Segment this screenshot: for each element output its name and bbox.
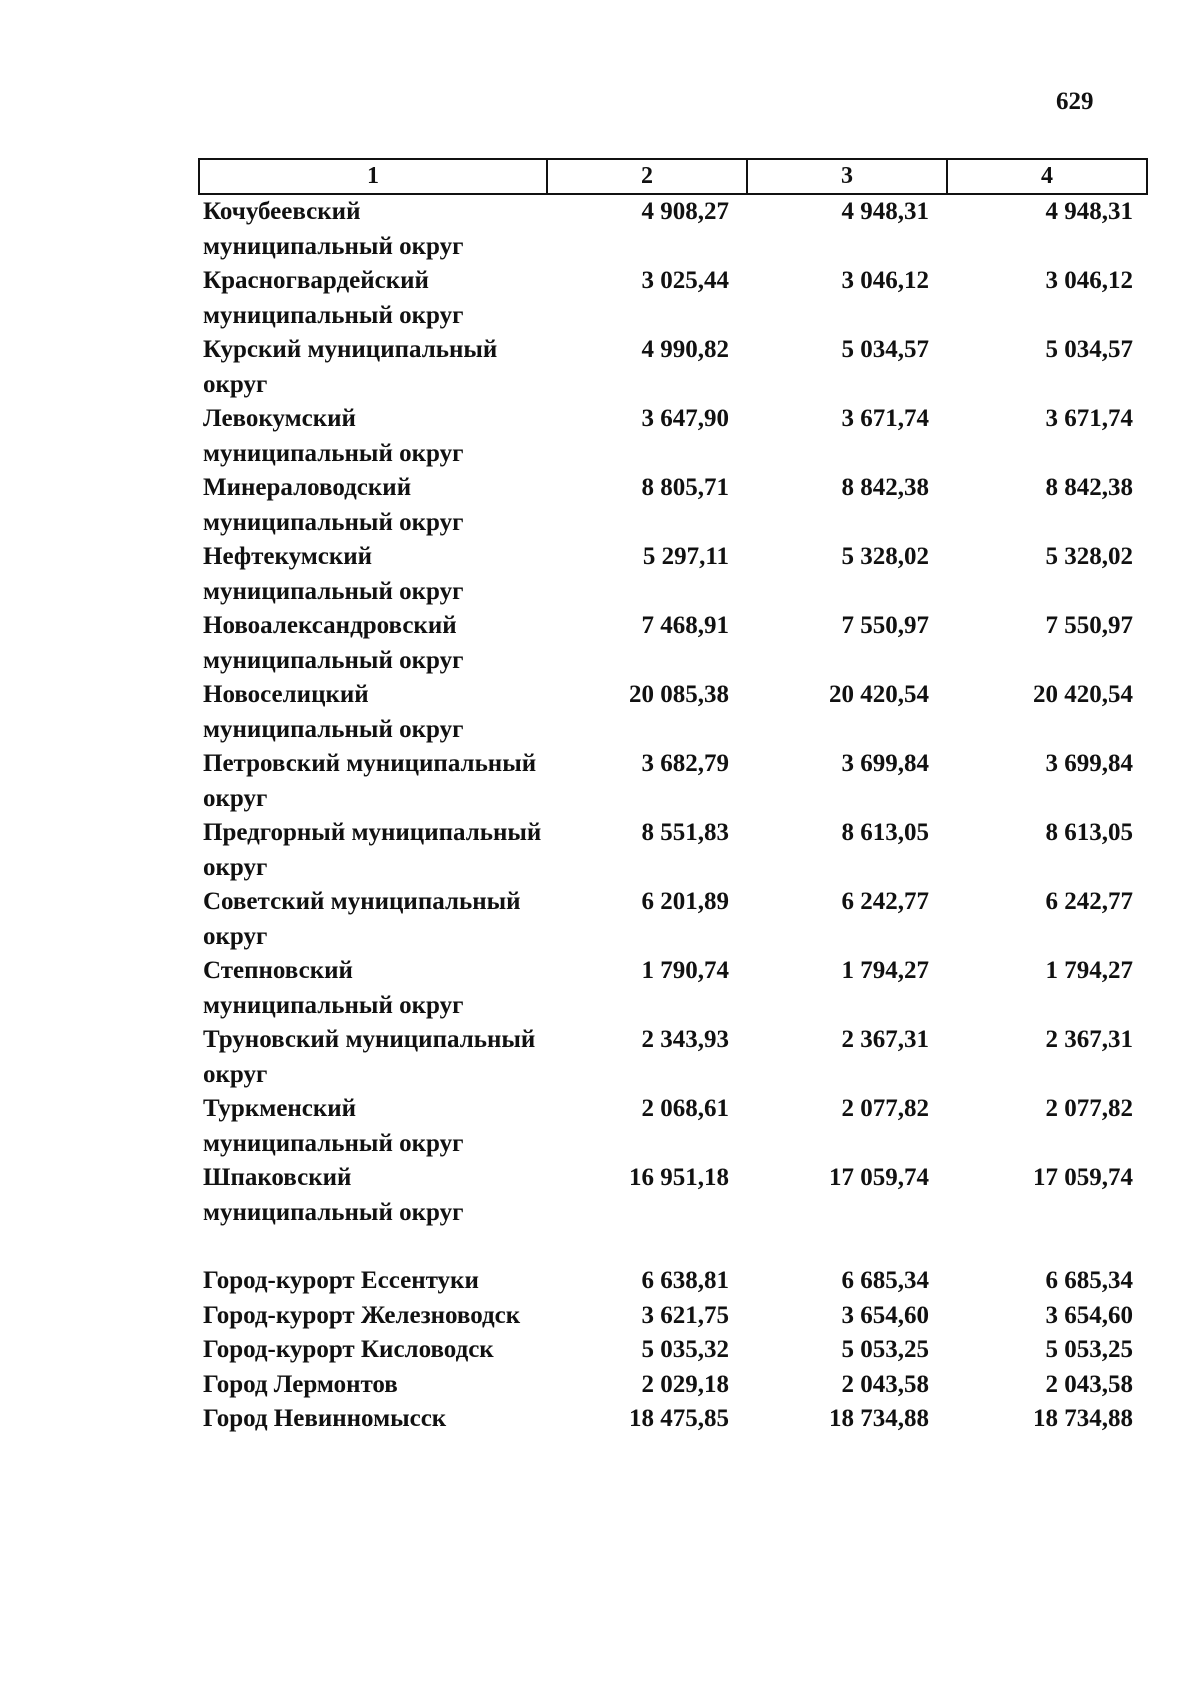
row-value-col2: 18 475,85 [629,1405,729,1432]
row-value-col2: 3 647,90 [641,405,729,432]
row-value-col3: 5 328,02 [841,543,929,570]
row-name: Туркменский муниципальный округ [203,1095,464,1157]
row-value-col3: 4 948,31 [841,198,929,225]
row-value-col4: 4 948,31 [1045,198,1133,225]
row-value-col2: 7 468,91 [641,612,729,639]
row-value-col4: 2 043,58 [1045,1370,1133,1398]
table-row [199,747,1147,816]
row-value-col3: 8 613,05 [841,819,929,846]
row-value-col3: 2 077,82 [841,1095,929,1122]
table-row [199,816,1147,885]
column-header-1: 1 [199,159,547,194]
table-row [199,471,1147,540]
row-value-col4: 18 734,88 [1033,1405,1133,1432]
row-value-col2: 3 621,75 [641,1301,729,1329]
row-value-col3: 5 053,25 [841,1336,929,1363]
row-value-col4: 1 794,27 [1045,957,1133,984]
table-row [199,1299,1147,1334]
row-value-col4: 8 613,05 [1045,819,1133,846]
row-value-col4: 3 671,74 [1045,405,1133,432]
row-name: Кочубеевский муниципальный округ [203,198,464,260]
row-name: Советский муниципальный округ [203,888,521,950]
row-value-col3: 2 367,31 [841,1026,929,1053]
row-value-col4: 5 034,57 [1045,336,1133,363]
row-value-col4: 17 059,74 [1033,1164,1133,1191]
row-name: Левокумский муниципальный округ [203,405,464,467]
row-value-col4: 5 053,25 [1045,1336,1133,1363]
column-header-2: 2 [547,159,747,194]
row-value-col4: 2 367,31 [1045,1026,1133,1053]
row-value-col3: 1 794,27 [841,957,929,984]
row-value-col3: 3 654,60 [841,1301,929,1329]
row-name: Петровский муниципальный округ [203,750,537,812]
row-value-col3: 3 699,84 [841,750,929,777]
row-value-col3: 2 043,58 [841,1370,929,1398]
row-name: Труновский муниципальный округ [203,1026,536,1088]
table-row [199,1333,1147,1368]
row-value-col2: 6 201,89 [641,888,729,915]
row-name: Шпаковский муниципальный округ [203,1164,464,1226]
group-spacer-cell [199,1230,1147,1264]
row-value-col2: 2 343,93 [641,1026,729,1053]
row-value-col2: 3 025,44 [641,267,729,294]
row-name: Нефтекумский муниципальный округ [203,543,464,605]
header-row [199,159,1147,194]
row-value-col3: 17 059,74 [829,1164,929,1191]
row-name: Город Невинномысск [203,1405,447,1432]
row-value-col2: 2 068,61 [641,1095,729,1122]
row-value-col2: 3 682,79 [641,750,729,777]
row-value-col3: 5 034,57 [841,336,929,363]
row-name: Новоселицкий муниципальный округ [203,681,464,743]
table-row [199,954,1147,1023]
row-value-col4: 3 654,60 [1045,1301,1133,1329]
table-row [199,1023,1147,1092]
row-value-col3: 7 550,97 [841,612,929,639]
row-value-col4: 2 077,82 [1045,1095,1133,1122]
data-table [198,158,1148,1437]
row-value-col2: 2 029,18 [641,1370,729,1398]
row-name: Город Лермонтов [203,1370,398,1398]
row-value-col2: 8 805,71 [641,474,729,501]
table-row [199,1264,1147,1299]
table-row [199,402,1147,471]
row-value-col3: 6 242,77 [841,888,929,915]
table-row [199,1402,1147,1437]
row-name: Город-курорт Кисловодск [203,1336,494,1363]
table-row [199,885,1147,954]
row-value-col3: 8 842,38 [841,474,929,501]
row-name: Город-курорт Ессентуки [203,1267,479,1294]
row-name: Город-курорт Железноводск [203,1301,521,1329]
row-value-col2: 1 790,74 [641,957,729,984]
table-row [199,609,1147,678]
column-header-3: 3 [747,159,947,194]
row-value-col3: 20 420,54 [829,681,929,708]
table-row [199,1161,1147,1230]
row-value-col4: 8 842,38 [1045,474,1133,501]
table-row [199,1092,1147,1161]
document-sheet [198,158,1146,1437]
row-value-col2: 8 551,83 [641,819,729,846]
table-row [199,678,1147,747]
row-value-col4: 7 550,97 [1045,612,1133,639]
row-value-col3: 3 046,12 [841,267,929,294]
row-value-col2: 5 035,32 [641,1336,729,1363]
row-name: Предгорный муниципальный округ [203,819,542,881]
row-value-col2: 6 638,81 [641,1267,729,1294]
row-value-col4: 3 046,12 [1045,267,1133,294]
row-value-col4: 3 699,84 [1045,750,1133,777]
row-value-col2: 5 297,11 [642,543,729,570]
row-value-col2: 20 085,38 [629,681,729,708]
column-header-4: 4 [947,159,1147,194]
table-row [199,333,1147,402]
row-value-col4: 20 420,54 [1033,681,1133,708]
page-number: 629 [1056,88,1094,115]
group-spacer [199,1230,1147,1264]
row-value-col3: 3 671,74 [841,405,929,432]
row-value-col4: 5 328,02 [1045,543,1133,570]
row-name: Степновский муниципальный округ [203,957,464,1019]
row-value-col4: 6 685,34 [1045,1267,1133,1294]
row-value-col4: 6 242,77 [1045,888,1133,915]
table-header [199,159,1147,194]
row-value-col2: 4 990,82 [641,336,729,363]
row-value-col3: 18 734,88 [829,1405,929,1432]
table-row [199,194,1147,264]
row-name: Курский муниципальный округ [203,336,498,398]
row-value-col3: 6 685,34 [841,1267,929,1294]
row-name: Минераловодский муниципальный округ [203,474,464,536]
table-body [199,194,1147,1437]
row-value-col2: 16 951,18 [629,1164,729,1191]
row-value-col2: 4 908,27 [641,198,729,225]
table-row [199,264,1147,333]
row-name: Новоалександровский муниципальный округ [203,612,464,674]
table-row [199,1368,1147,1403]
table-row [199,540,1147,609]
row-name: Красногвардейский муниципальный округ [203,267,464,329]
